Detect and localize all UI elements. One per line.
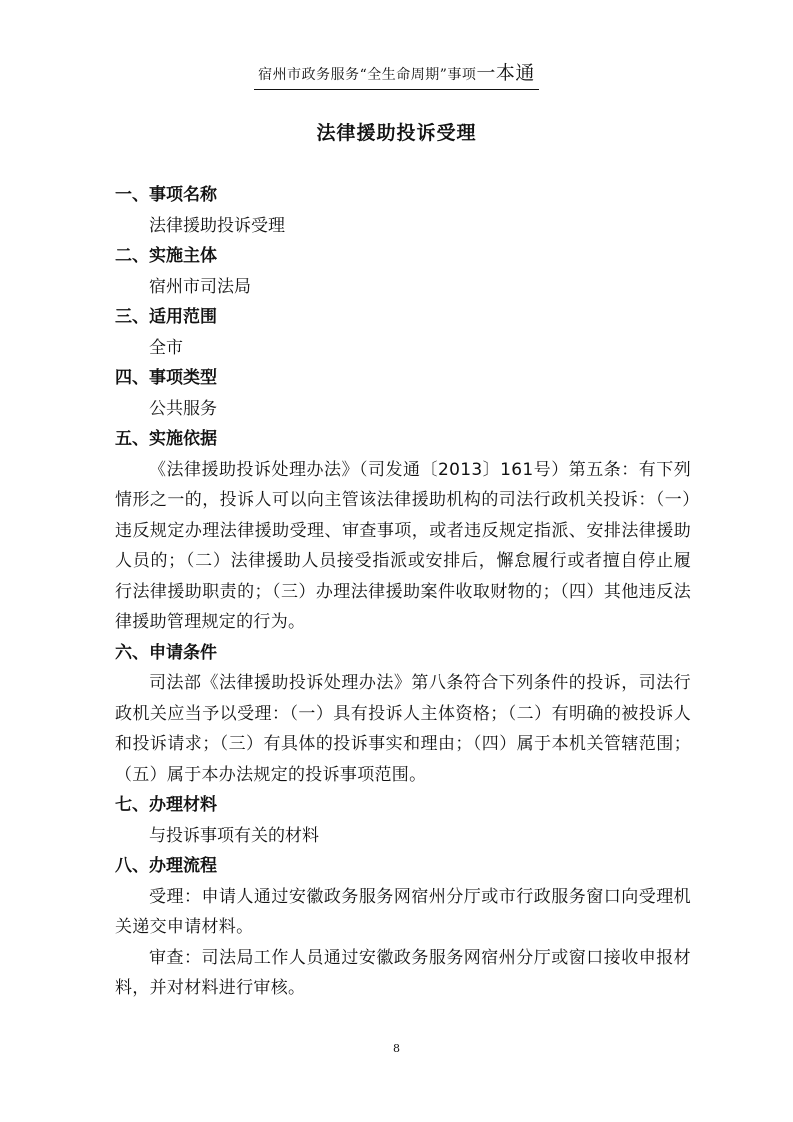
section-heading-legal-basis: 五、实施依据: [115, 429, 217, 449]
implementing-body-value: 宿州市司法局: [149, 276, 251, 297]
section-heading-item-name: 一、事项名称: [115, 185, 217, 205]
process-step-review: 审查：司法局工作人员通过安徽政务服务网宿州分厅或窗口接收申报材料，并对材料进行审核。: [115, 947, 691, 998]
section-heading-materials: 七、办理材料: [115, 795, 217, 815]
running-header: [0, 58, 793, 90]
item-type-value: 公共服务: [149, 398, 217, 419]
running-header-text: [254, 58, 539, 90]
section-heading-process: 八、办理流程: [115, 856, 217, 876]
section-heading-item-type: 四、事项类型: [115, 368, 217, 388]
page-number: 8: [393, 1042, 400, 1055]
section-heading-scope: 三、适用范围: [115, 307, 217, 327]
section-heading-conditions: 六、申请条件: [115, 642, 217, 663]
process-step-accept: 受理：申请人通过安徽政务服务网宿州分厅或市行政服务窗口向受理机关递交申请材料。: [115, 886, 691, 937]
materials-value: 与投诉事项有关的材料: [149, 825, 319, 846]
legal-basis-paragraph: 《法律援助投诉处理办法》（司发通〔2013〕161号）第五条：有下列情形之一的，投诉人可以向主管该法律援助机构的司法行政机关投诉：（一）违反规定办理法律援助受理、审查事项，或者违反规定指派、安排法律援助人员的；（二）法律援助人员接受指派或安排后，懈怠履行或者擅自停止履行法律援助职责的；（三）办理法律援助案件收取财物的；（四）其他违反法律援助管理规定的行为。: [115, 459, 691, 632]
document-body: [115, 180, 691, 1004]
item-name-value: 法律援助投诉受理: [149, 215, 285, 236]
scope-value: 全市: [149, 337, 183, 358]
conditions-paragraph: 司法部《法律援助投诉处理办法》第八条符合下列条件的投诉，司法行政机关应当予以受理：（一）具有投诉人主体资格；（二）有明确的被投诉人和投诉请求；（三）有具体的投诉事实和理由；（四）属于本机关管辖范围；（五）属于本办法规定的投诉事项范围。: [115, 673, 691, 785]
section-heading-implementing-body: 二、实施主体: [115, 246, 217, 266]
header-main-text: 宿州市政务服务“全生命周期”事项: [258, 67, 477, 83]
document-title: 法律援助投诉受理: [316, 122, 477, 144]
header-tail-text: 一本通: [476, 62, 535, 84]
